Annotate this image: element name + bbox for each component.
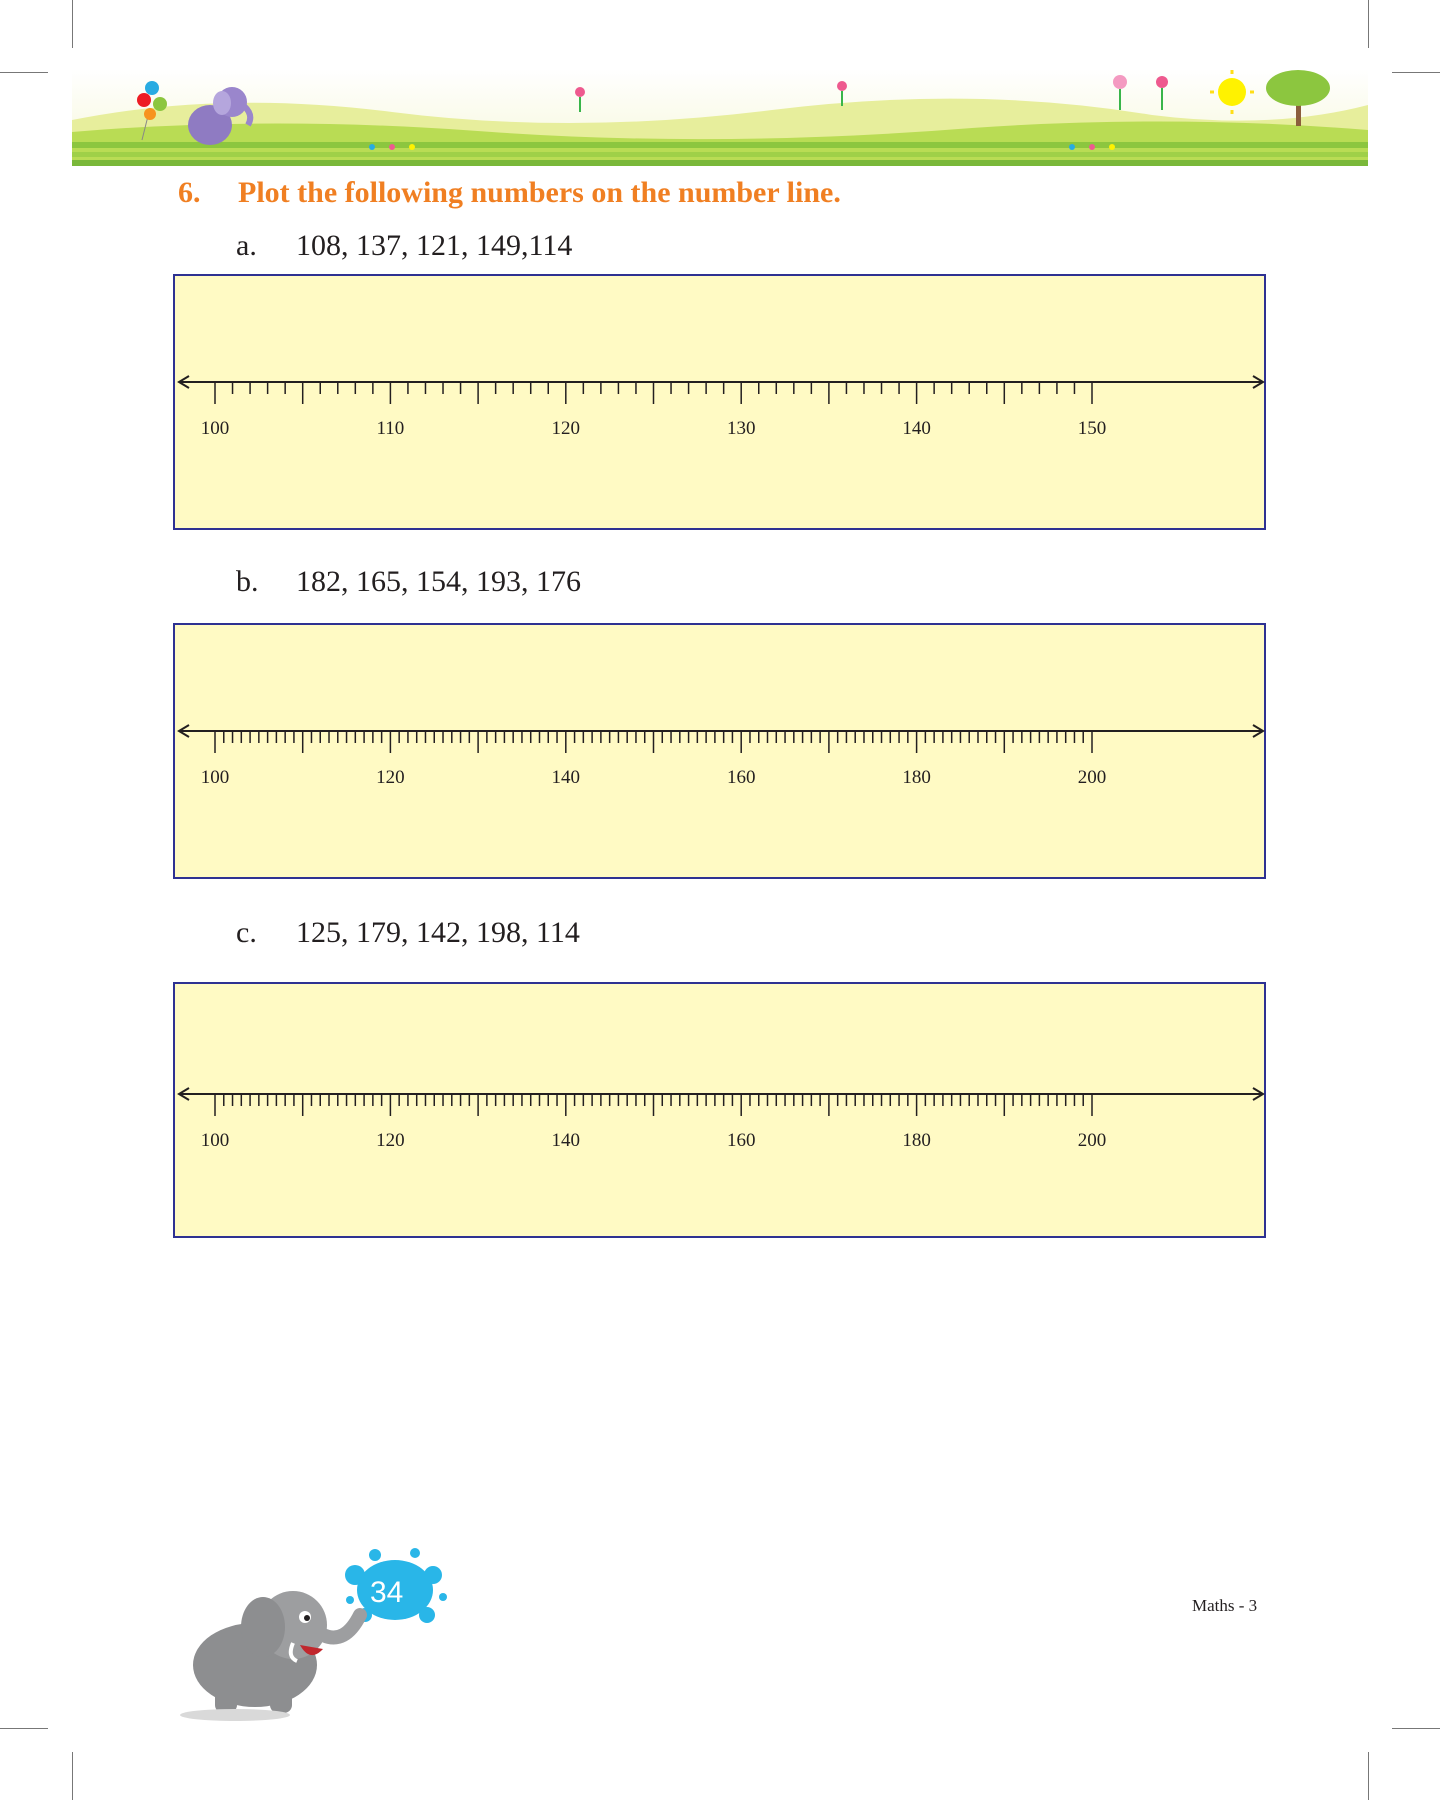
- tick-label: 120: [376, 767, 405, 788]
- tick-label: 140: [551, 1130, 581, 1151]
- tick-label: 120: [551, 418, 581, 439]
- part-b-letter: b.: [236, 565, 259, 598]
- part-b-numbers: 182, 165, 154, 193, 176: [296, 565, 581, 598]
- number-line-c: [175, 984, 1268, 1240]
- crop-mark: [1392, 1728, 1440, 1729]
- tick-label: 100: [200, 418, 230, 439]
- tick-label: 140: [551, 767, 581, 788]
- tick-label: 130: [726, 418, 756, 439]
- tick-label: 160: [726, 767, 756, 788]
- number-line-box-a: [173, 274, 1266, 530]
- part-c-letter: c.: [236, 916, 257, 949]
- number-line-b: [175, 625, 1268, 881]
- tick-label: 140: [902, 418, 931, 439]
- question-text: Plot the following numbers on the number line.: [238, 176, 841, 209]
- crop-mark: [72, 0, 73, 48]
- meadow-banner-illustration: [72, 70, 1368, 166]
- tick-label: 160: [726, 1130, 756, 1151]
- part-a-letter: a.: [236, 229, 257, 262]
- tick-label: 180: [902, 1130, 931, 1151]
- crop-mark: [1392, 72, 1440, 73]
- number-line-a: [175, 276, 1268, 532]
- crop-mark: [1368, 1752, 1369, 1800]
- number-line-box-b: [173, 623, 1266, 879]
- tick-label: 200: [1077, 1130, 1107, 1151]
- tick-label: 110: [376, 418, 405, 439]
- part-a-numbers: 108, 137, 121, 149,114: [296, 229, 573, 262]
- tick-label: 150: [1077, 418, 1107, 439]
- number-line-box-c: [173, 982, 1266, 1238]
- crop-mark: [72, 1752, 73, 1800]
- question-number: 6.: [178, 176, 201, 209]
- elephant-mascot-illustration: [175, 1545, 455, 1725]
- tick-label: 120: [376, 1130, 405, 1151]
- tick-label: 100: [200, 767, 230, 788]
- part-c-numbers: 125, 179, 142, 198, 114: [296, 916, 580, 949]
- tick-label: 180: [902, 767, 931, 788]
- crop-mark: [0, 1728, 48, 1729]
- book-title: Maths - 3: [1192, 1596, 1258, 1615]
- crop-mark: [1368, 0, 1369, 48]
- tick-label: 200: [1077, 767, 1107, 788]
- page-number: 34: [370, 1576, 404, 1609]
- tick-label: 100: [200, 1130, 230, 1151]
- crop-mark: [0, 72, 48, 73]
